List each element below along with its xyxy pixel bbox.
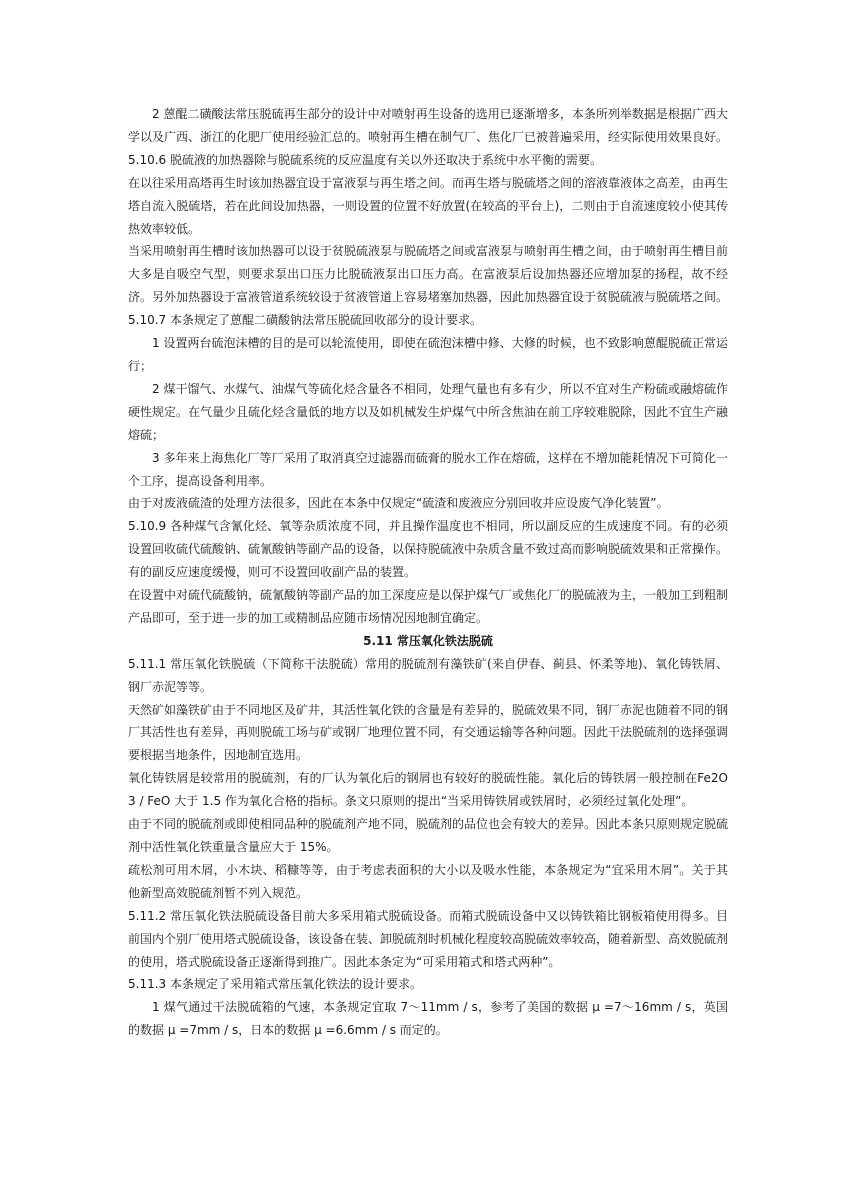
paragraph-cast-iron-chips: 氧化铸铁屑是较常用的脱硫剂，有的厂认为氧化后的钢屑也有较好的脱硫性能。氧化后的铸铁屑一般控制在Fe2O3 / FeO 大于 1.5 作为氧化合格的指标。条文只原则的提出“当采用铸铁屑或铁屑时，必须经过氧化处理”。	[128, 771, 728, 809]
paragraph-eductor-regeneration: 2 蒽醌二磺酸法常压脱硫再生部分的设计中对喷射再生设备的选用已逐渐增多，本条所列举数据是根据广西大学以及广西、浙江的化肥厂使用经验汇总的。喷射再生槽在制气厂、焦化厂已被普遍采用，经实际使用效果良好。	[128, 107, 729, 144]
paragraph-active-iron-oxide: 由于不同的脱硫剂或即使相同品种的脱硫剂产地不同，脱硫剂的品位也会有较大的差异。因此本条只原则规定脱硫剂中活性氧化铁重量含量应大于 15%。	[128, 817, 729, 854]
paragraph-5-11-1: 5.11.1 常压氧化铁脱硫（下简称干法脱硫）常用的脱硫剂有藻铁矿(来自伊春、蓟县、怀柔等地)、氧化铸铁屑、钢厂赤泥等等。	[128, 656, 728, 694]
section-heading-5-11: 5.11 常压氧化铁法脱硫	[363, 633, 493, 648]
document-body	[128, 103, 728, 1042]
paragraph-item-1-gas-velocity: 1 煤气通过干法脱硫箱的气速，本条规定宜取 7～11mm / s，参考了美国的数据 μ =7～16mm / s，英国的数据 μ =7mm / s，日本的数据 μ =6.6mm / s 而定的。	[128, 1000, 728, 1038]
paragraph-waste-recovery: 由于对废液硫渣的处理方法很多，因此在本条中仅规定“硫渣和废液应分别回收并应设废气净化装置”。	[128, 496, 669, 511]
paragraph-eductor-heater: 当采用喷射再生槽时该加热器可以设于贫脱硫液泵与脱硫塔之间或富液泵与喷射再生槽之间，由于喷射再生槽目前大多是自吸空气型，则要求泵出口压力比脱硫液泵出口压力高。在富液泵后设加热器还应增加泵的扬程，故不经济。另外加热器设于富液管道系统较设于贫液管道上容易堵塞加热器，因此加热器宜设于贫脱硫液与脱硫塔之间。	[128, 244, 729, 305]
paragraph-item-1-foam-tanks: 1 设置两台硫泡沫槽的目的是可以轮流使用，即使在硫泡沫槽中修、大修的时候，也不致影响蒽醌脱硫正常运行；	[128, 336, 728, 373]
paragraph-natural-ore: 天然矿如藻铁矿由于不同地区及矿井，其活性氧化铁的含量是有差异的，脱硫效果不同，钢厂赤泥也随着不同的钢厂其活性也有差异，再则脱硫工场与矿或钢厂地理位置不同，有交通运输等各种问题。因此干法脱硫剂的选择强调要根据当地条件，因地制宜选用。	[128, 702, 729, 763]
paragraph-5-11-2: 5.11.2 常压氧化铁法脱硫设备目前大多采用箱式脱硫设备。而箱式脱硫设备中又以铸铁箱比钢板箱使用得多。目前国内个别厂使用塔式脱硫设备，该设备在装、卸脱硫剂时机械化程度较高脱硫效率较高，随着新型、高效脱硫剂的使用，塔式脱硫设备正逐渐得到推广。因此本条定为“可采用箱式和塔式两种”。	[128, 908, 729, 969]
paragraph-high-tower-heater: 在以往采用高塔再生时该加热器宜设于富液泵与再生塔之间。而再生塔与脱硫塔之间的溶液靠液体之高差，由再生塔自流入脱硫塔，若在此间设加热器，一则设置的位置不好放置(在较高的平台上)，二则由于自流速度较小使其传热效率较低。	[128, 175, 729, 236]
paragraph-5-11-3: 5.11.3 本条规定了采用箱式常压氧化铁法的设计要求。	[128, 977, 422, 992]
paragraph-item-3-vacuum-filter: 3 多年来上海焦化厂等厂采用了取消真空过滤器而硫膏的脱水工作在熔硫，这样在不增加能耗情况下可简化一个工序，提高设备利用率。	[128, 450, 728, 488]
paragraph-5-10-7: 5.10.7 本条规定了蒽醌二磺酸钠法常压脱硫回收部分的设计要求。	[128, 313, 482, 328]
paragraph-byproduct-processing: 在设置中对硫代硫酸钠，硫氰酸钠等副产品的加工深度应是以保护煤气厂或焦化厂的脱硫液为主，一般加工到粗制产品即可，至于进一步的加工或精制品应随市场情况因地制宜确定。	[128, 588, 729, 625]
paragraph-loosening-agent: 疏松剂可用木屑，小木块、稻糠等等，由于考虑表面积的大小以及吸水性能，本条规定为“宜采用木屑”。关于其他新型高效脱硫剂暂不列入规范。	[128, 862, 728, 900]
paragraph-item-2-sulfur-form: 2 煤干馏气、水煤气、油煤气等硫化烃含量各不相同，处理气量也有多有少，所以不宜对生产粉硫或融熔硫作硬性规定。在气量少且硫化烃含量低的地方以及如机械发生炉煤气中所含焦油在前工序较难脱除，因此不宜生产融熔硫；	[128, 381, 729, 442]
paragraph-5-10-6: 5.10.6 脱硫液的加热器除与脱硫系统的反应温度有关以外还取决于系统中水平衡的需要。	[128, 152, 602, 167]
paragraph-5-10-9: 5.10.9 各种煤气含氰化烃、氧等杂质浓度不同，并且操作温度也不相同，所以副反应的生成速度不同。有的必须设置回收硫代硫酸钠、硫氰酸钠等副产品的设备，以保持脱硫液中杂质含量不致过高而影响脱硫效果和正常操作。有的副反应速度缓慢，则可不设置回收副产品的装置。	[128, 519, 729, 580]
